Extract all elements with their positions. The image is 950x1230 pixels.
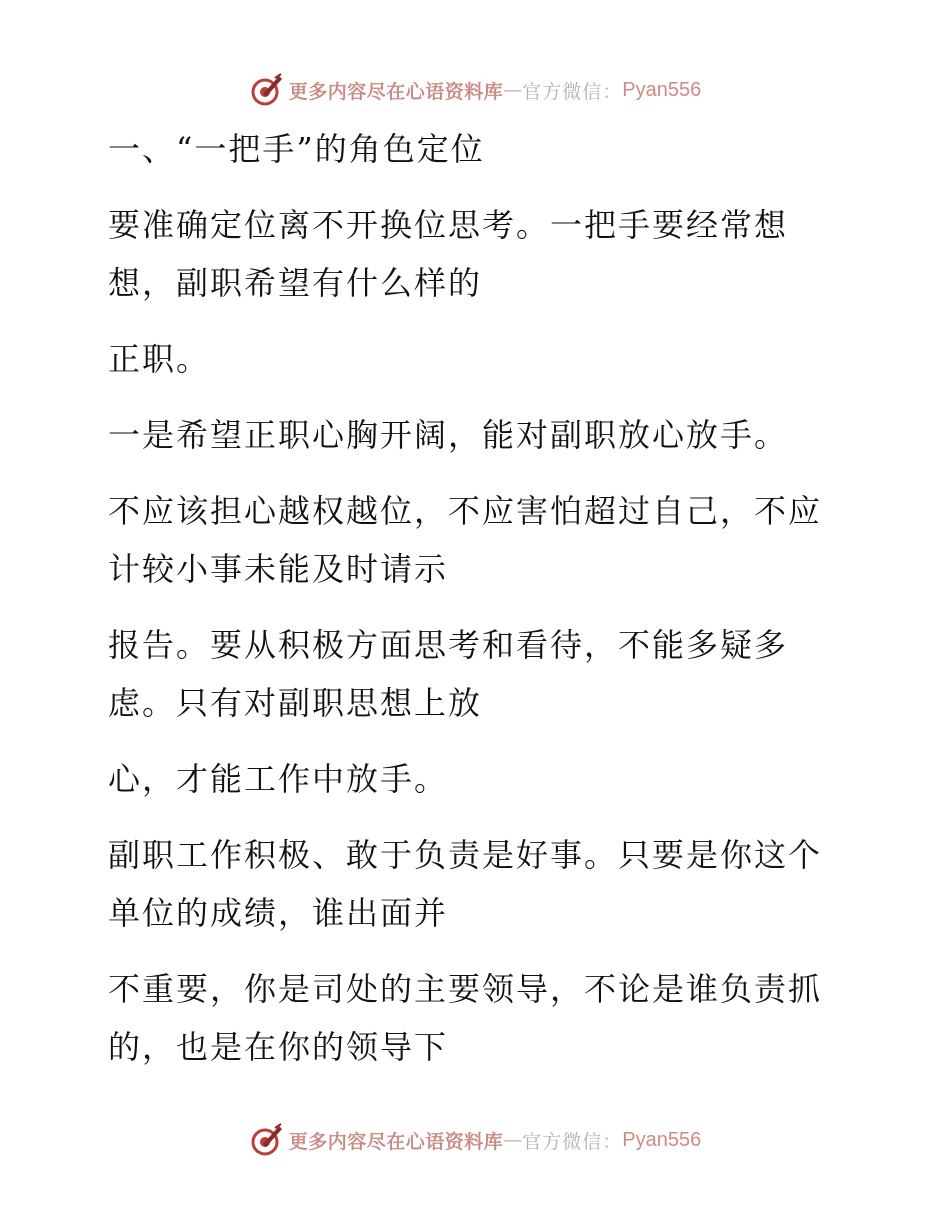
paragraph: 心，才能工作中放手。 [108, 760, 449, 798]
watermark-wechat-id: Pyan556 [622, 78, 702, 101]
watermark-site-text: 更多内容尽在心语资料库 [288, 1130, 504, 1153]
quill-logo-icon [249, 1122, 285, 1158]
paragraph: 不重要，你是司处的主要领导，不论是谁负责抓的，也是在你的领导下 [108, 970, 823, 1066]
paragraph: 不应该担心越权越位，不应害怕超过自己，不应计较小事未能及时请示 [108, 492, 823, 588]
section-heading: 一、“一把手”的角色定位 [108, 130, 485, 168]
watermark-dash: — [503, 79, 523, 101]
watermark-site-text: 更多内容尽在心语资料库 [288, 80, 504, 103]
paragraph: 副职工作积极、敢于负责是好事。只要是你这个单位的成绩，谁出面并 [108, 836, 823, 932]
paragraph: 正职。 [108, 340, 211, 378]
header-watermark [0, 70, 950, 110]
document-body [96, 120, 836, 1094]
watermark-dash: — [503, 1129, 523, 1151]
paragraph: 要准确定位离不开换位思考。一把手要经常想想，副职希望有什么样的 [108, 206, 789, 302]
paragraph: 报告。要从积极方面思考和看待，不能多疑多虑。只有对副职思想上放 [108, 626, 789, 722]
quill-logo-icon [249, 72, 285, 108]
watermark-wechat-label: 官方微信： [522, 80, 623, 103]
footer-watermark [0, 1120, 950, 1160]
paragraph: 一是希望正职心胸开阔，能对副职放心放手。 [108, 416, 789, 454]
watermark-wechat-label: 官方微信： [522, 1130, 623, 1153]
watermark-wechat-id: Pyan556 [622, 1128, 702, 1151]
